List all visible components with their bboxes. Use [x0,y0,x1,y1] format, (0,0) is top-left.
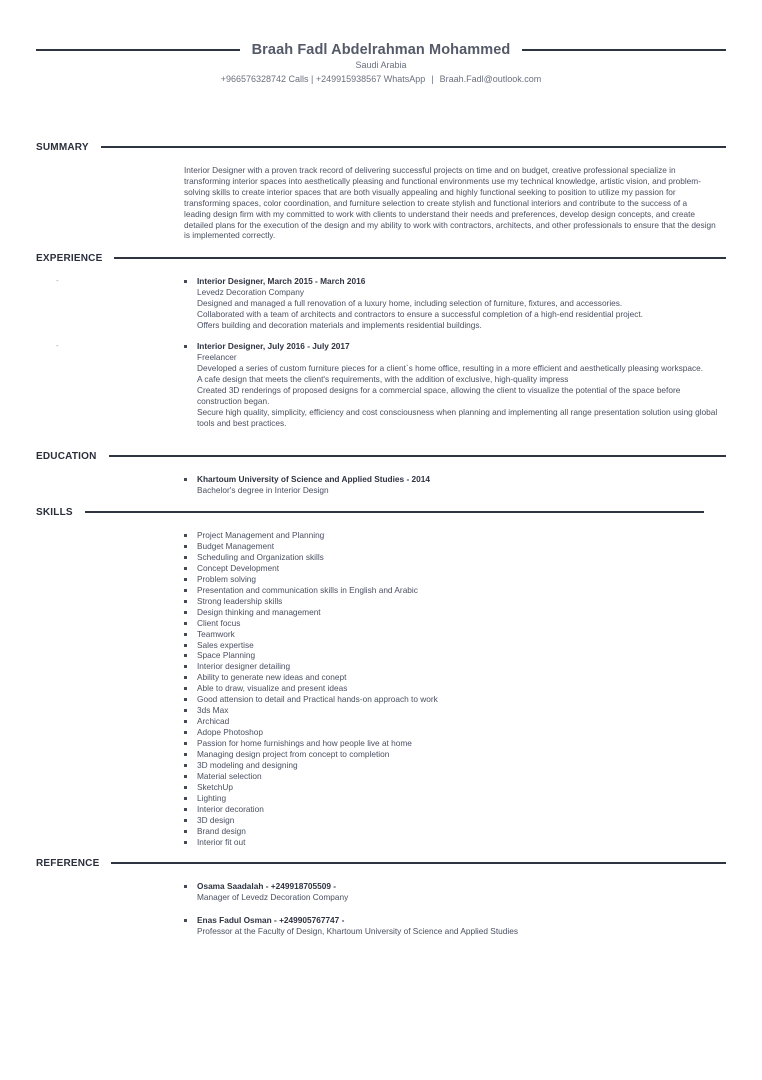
job-marker: - [56,276,59,285]
skill-item: Interior designer detailing [184,661,719,672]
job-detail: Developed a series of custom furniture pieces for a client`s home office, resulting in a more efficient and aesthetically pleasing workspace. [197,363,704,373]
skill-item: Passion for home furnishings and how people live at home [184,738,719,749]
skill-item: Material selection [184,771,719,782]
name-rule-left [36,49,240,51]
skill-item: Able to draw, visualize and present ideas [184,683,719,694]
skills-section-heading [36,505,704,519]
reference-section-heading [36,856,726,870]
reference-rule [111,862,726,864]
experience-section-heading [36,251,726,265]
education-rule [109,455,726,457]
job-company: Levedz Decoration Company [197,287,304,297]
candidate-name: Braah Fadl Abdelrahman Mohammed [251,42,511,58]
experience-title: EXPERIENCE [36,252,103,264]
summary-section-heading [36,140,726,154]
bullet [184,280,187,283]
job-title: Interior Designer, July 2016 - July 2017 [197,341,350,351]
job-company: Freelancer [197,352,237,362]
skill-item: Problem solving [184,574,719,585]
job-entry [184,341,719,429]
candidate-location: Saudi Arabia [355,60,407,70]
skill-item: Design thinking and management [184,607,719,618]
skill-item: Project Management and Planning [184,530,719,541]
skill-item: Presentation and communication skills in English and Arabic [184,585,719,596]
skill-item: Sales expertise [184,640,719,651]
experience-rule [114,257,726,259]
skill-item: Adope Photoshop [184,727,719,738]
phone-numbers: +966576328742 Calls | +249915938567 WhatsApp [220,74,426,84]
skill-item: 3ds Max [184,705,719,716]
skill-item: Lighting [184,793,719,804]
skill-item: Brand design [184,826,719,837]
resume-header [0,40,762,90]
skills-rule [85,511,704,513]
job-title: Interior Designer, March 2015 - March 2016 [197,276,366,286]
job-detail: A cafe design that meets the client's requirements, with the addition of exclusive, high-quality impress [197,374,569,384]
summary-rule [101,146,726,148]
skill-item: Budget Management [184,541,719,552]
skill-item: Archicad [184,716,719,727]
job-entry [184,276,719,331]
bullet [184,345,187,348]
skill-item: Interior decoration [184,804,719,815]
skill-item: Concept Development [184,563,719,574]
reference-entry [184,915,719,937]
reference-role: Professor at the Faculty of Design, Khartoum University of Science and Applied Studies [197,926,518,936]
skill-item: Good attension to detail and Practical hands-on approach to work [184,694,719,705]
skill-item: Space Planning [184,650,719,661]
contact-divider: | [431,74,434,84]
education-entry [184,474,719,496]
skill-item: Scheduling and Organization skills [184,552,719,563]
education-degree: Bachelor's degree in Interior Design [197,485,329,495]
job-detail: Created 3D renderings of proposed designs for a commercial space, allowing the client to visualize the potential of the space before construction began. [197,385,681,406]
reference-entry [184,881,719,903]
reference-role: Manager of Levedz Decoration Company [197,892,349,902]
reference-title: REFERENCE [36,857,100,869]
skills-title: SKILLS [36,506,73,518]
reference-name: Enas Fadul Osman - +249905767747 - [197,915,345,925]
skill-item: Managing design project from concept to completion [184,749,719,760]
job-detail: Collaborated with a team of architects and contractors to ensure a successful completion of a high-end residential project. [197,309,643,319]
bullet [184,478,187,481]
job-marker: - [56,341,59,350]
skill-item: Strong leadership skills [184,596,719,607]
summary-text: Interior Designer with a proven track record of delivering successful projects on time and on budget, creative professional specialize in transforming interior spaces into aesthetically pleasing and functional environments use my technical knowledge, artistic vision, and problem-solving skills to create interior spaces that are both visually appealing and highly functional seeking to position to utilize my passion for transforming spaces, color coordination, and furniture selection to create stylish and functional interiors and contribute to the success of a leading design firm with my committed to work with clients to understand their needs and preferences, develop design concepts, and create detailed plans for the execution of the design and my ability to work with contractors, architects, and other professionals to ensure that the design is implemented correctly. [184,165,716,241]
job-detail: Offers building and decoration materials and implements residential buildings. [197,320,482,330]
reference-name: Osama Saadalah - +249918705509 - [197,881,337,891]
education-school: Khartoum University of Science and Applied Studies - 2014 [197,474,430,484]
skill-item: Client focus [184,618,719,629]
education-title: EDUCATION [36,450,97,462]
skill-item: Interior fit out [184,837,719,848]
education-section-heading [36,449,726,463]
contact-line [0,74,762,84]
skill-item: SketchUp [184,782,719,793]
name-row [36,40,726,60]
email-link[interactable]: Braah.Fadl@outlook.com [439,74,542,84]
skill-item: 3D modeling and designing [184,760,719,771]
skill-item: Teamwork [184,629,719,640]
skill-item: 3D design [184,815,719,826]
bullet [184,885,187,888]
job-detail: Secure high quality, simplicity, efficiency and cost consciousness when planning and implementing all range presentation solution using global tools and best practices. [197,407,718,428]
skill-item: Ability to generate new ideas and conept [184,672,719,683]
bullet [184,919,187,922]
skills-list [184,530,719,848]
name-rule-right [522,49,726,51]
summary-title: SUMMARY [36,141,89,153]
job-detail: Designed and managed a full renovation of a luxury home, including selection of furniture, fixtures, and accessories. [197,298,623,308]
